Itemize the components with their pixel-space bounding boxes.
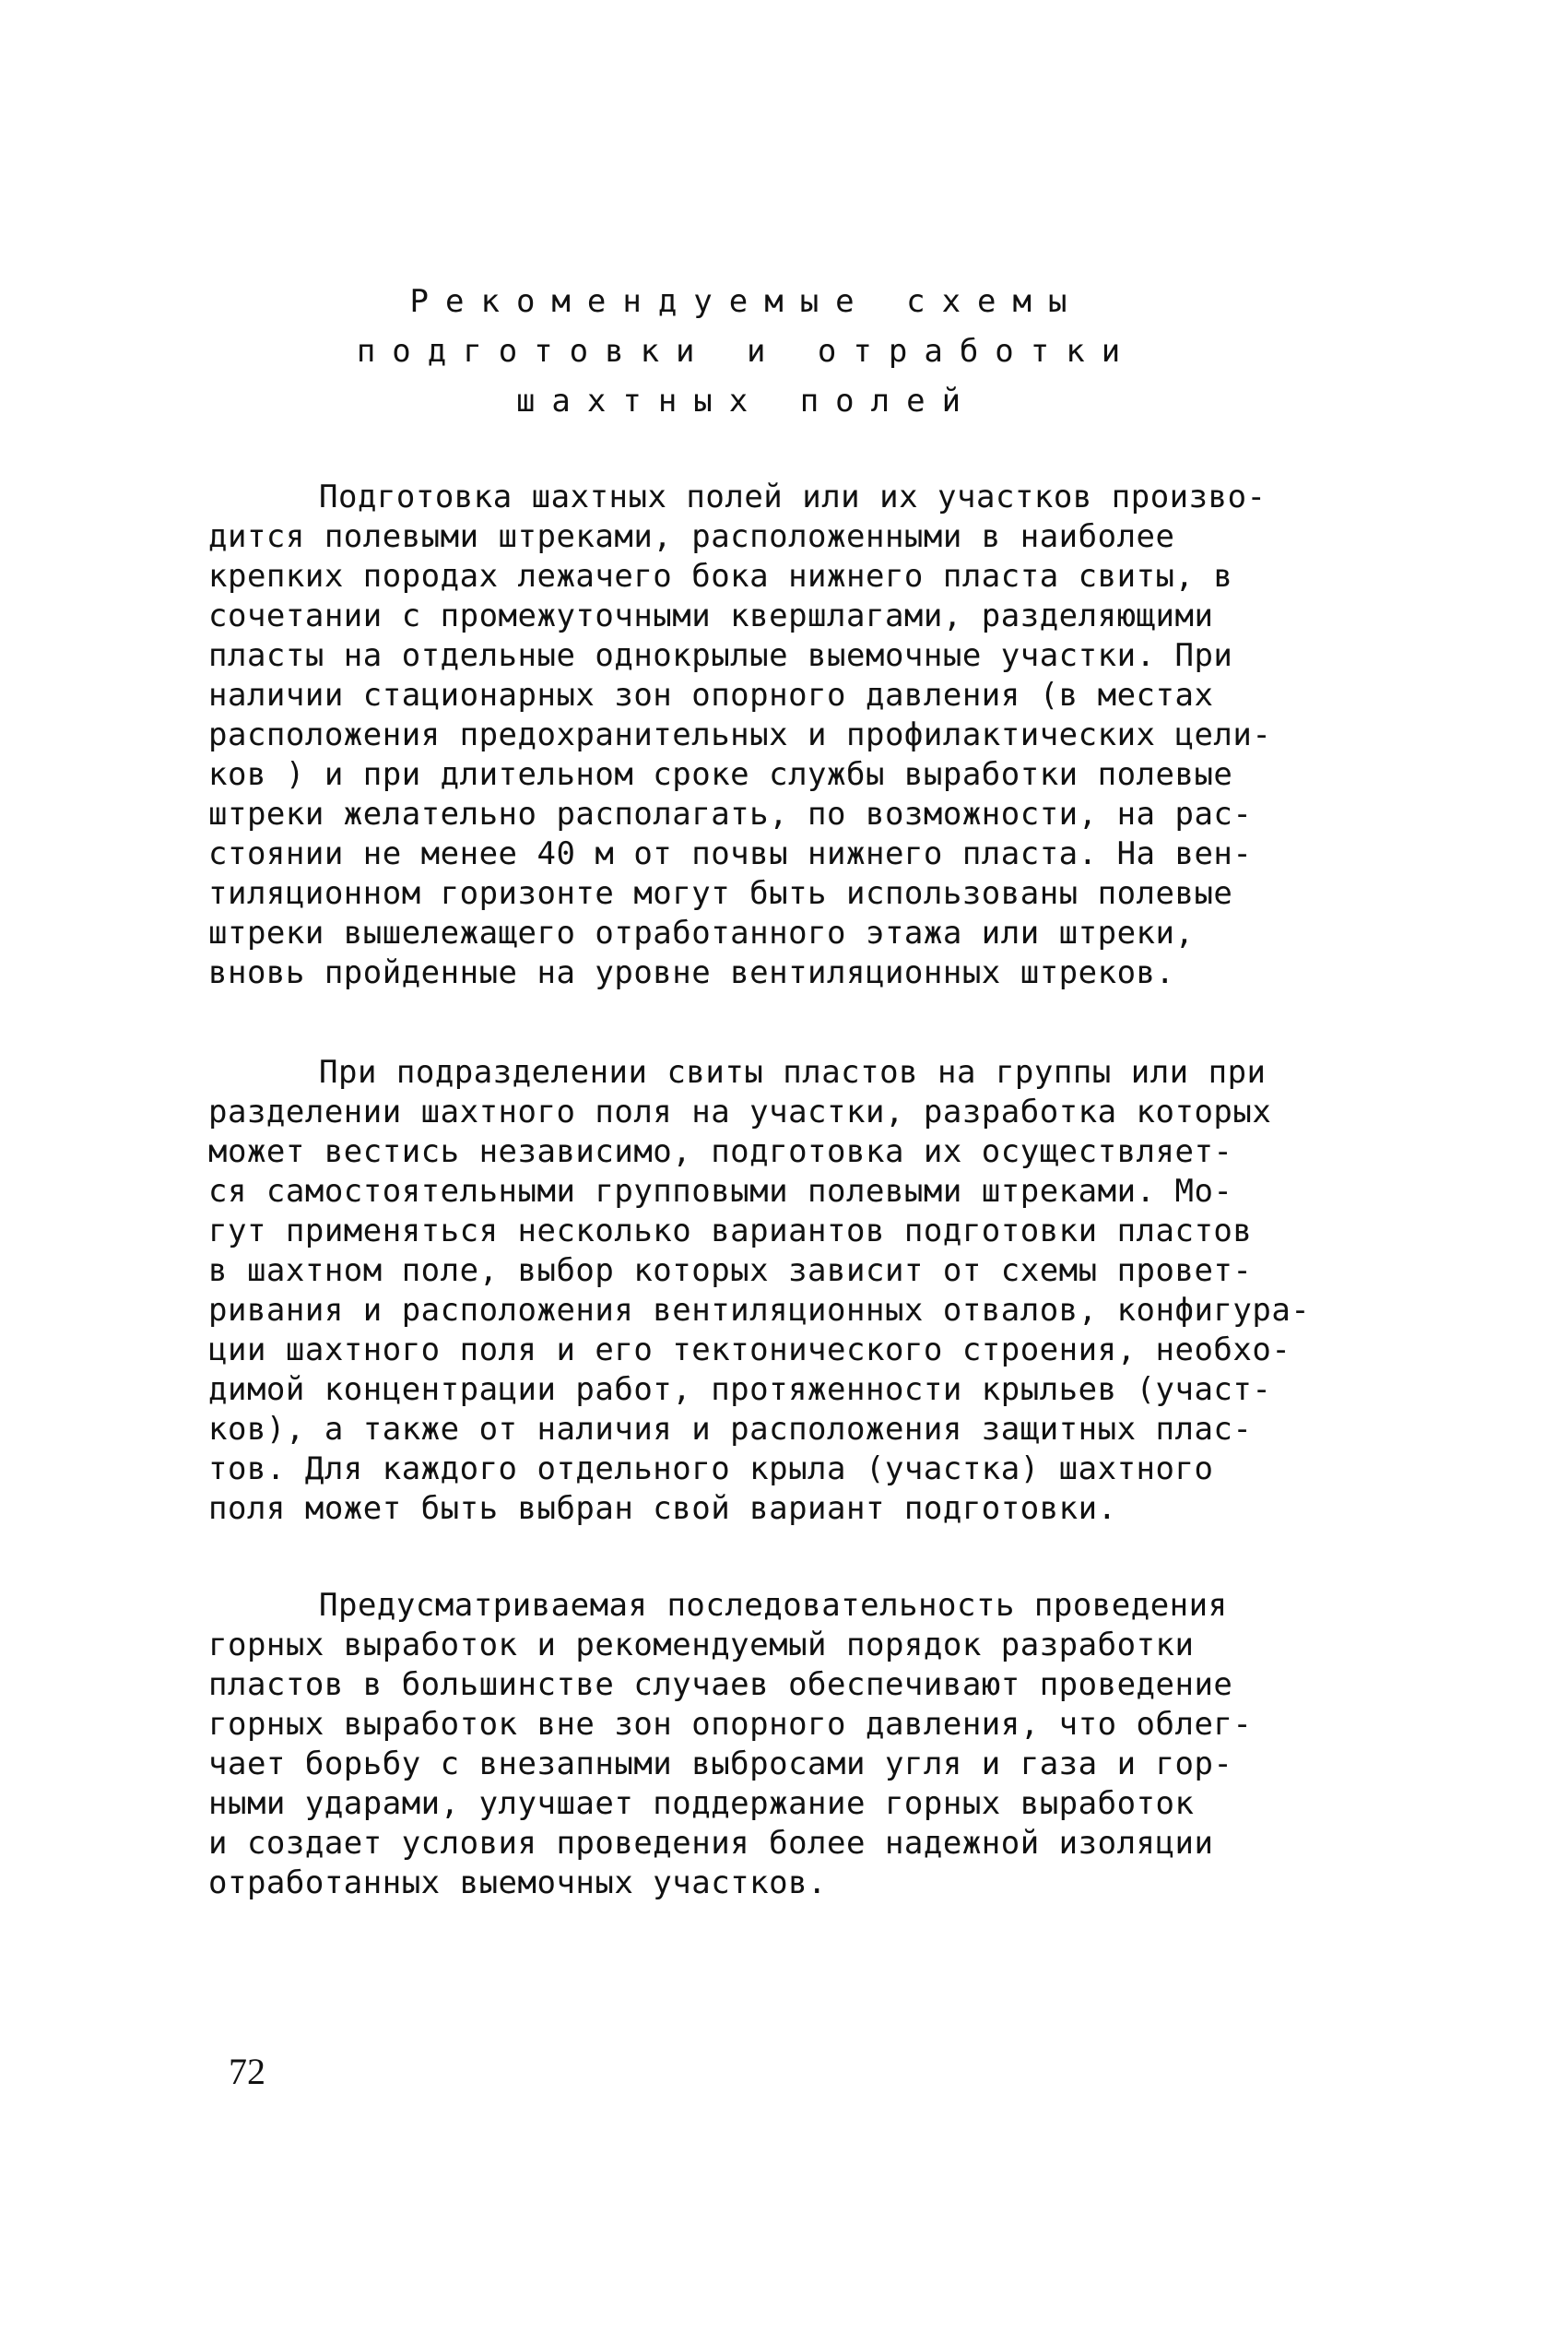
text-line: тиляционном горизонте могут быть использованы полевые: [208, 875, 1233, 912]
text-line: Предусматриваемая последовательность проведения: [319, 1587, 1228, 1624]
text-line: дится полевыми штреками, расположенными в наиболее: [208, 518, 1175, 555]
text-line: гут применяться несколько вариантов подготовки пластов: [208, 1213, 1253, 1249]
text-line: отработанных выемочных участков.: [208, 1864, 828, 1901]
text-line: сочетании с промежуточными квершлагами, разделяющими: [208, 598, 1214, 634]
text-line: стоянии не менее 40 м от почвы нижнего пласта. На вен-: [208, 835, 1253, 872]
text-line: крепких породах лежачего бока нижнего пласта свиты, в: [208, 558, 1233, 595]
text-line: разделении шахтного поля на участки, разработка которых: [208, 1094, 1272, 1130]
text-line: пластов в большинстве случаев обеспечивают проведение: [208, 1666, 1233, 1703]
text-line: поля может быть выбран свой вариант подготовки.: [208, 1490, 1117, 1527]
text-line: При подразделении свиты пластов на группы или при: [319, 1054, 1267, 1091]
text-line: ков), а также от наличия и расположения защитных плас-: [208, 1411, 1253, 1448]
heading-line: Рекомендуемые схемы: [409, 283, 1084, 320]
text-line: ными ударами, улучшает поддержание горных выработок: [208, 1785, 1195, 1822]
text-line: наличии стационарных зон опорного давления (в местах: [208, 677, 1214, 714]
text-line: Подготовка шахтных полей или их участков произво-: [319, 479, 1267, 515]
text-line: ся самостоятельными групповыми полевыми штреками. Мо-: [208, 1173, 1233, 1210]
text-line: чает борьбу с внезапными выбросами угля и газа и гор-: [208, 1745, 1233, 1782]
paragraph-3: [208, 1586, 1407, 1903]
text-line: ции шахтного поля и его тектонического строения, необхо-: [208, 1331, 1291, 1368]
text-line: димой концентрации работ, протяженности крыльев (участ-: [208, 1371, 1272, 1408]
text-line: штреки вышележащего отработанного этажа или штреки,: [208, 915, 1195, 952]
text-line: горных выработок вне зон опорного давления, что облег-: [208, 1706, 1253, 1743]
section-heading: [212, 277, 1281, 426]
heading-line: шахтных полей: [515, 383, 978, 420]
paragraph-2: [208, 1053, 1407, 1529]
text-line: вновь пройденные на уровне вентиляционных штреков.: [208, 954, 1175, 991]
text-line: и создает условия проведения более надежной изоляции: [208, 1825, 1214, 1862]
text-line: пласты на отдельные однокрылые выемочные участки. При: [208, 637, 1233, 674]
text-line: расположения предохранительных и профилактических цели-: [208, 716, 1272, 753]
heading-line: подготовки и отработки: [356, 333, 1138, 370]
text-line: ривания и расположения вентиляционных отвалов, конфигура-: [208, 1292, 1311, 1329]
text-line: горных выработок и рекомендуемый порядок разработки: [208, 1627, 1195, 1663]
paragraph-1: [208, 478, 1407, 993]
text-line: тов. Для каждого отдельного крыла (участка) шахтного: [208, 1450, 1214, 1487]
text-line: штреки желательно располагать, по возможности, на рас-: [208, 796, 1253, 833]
text-line: в шахтном поле, выбор которых зависит от схемы провет-: [208, 1252, 1253, 1289]
text-line: ков ) и при длительном сроке службы выработки полевые: [208, 756, 1233, 793]
page-number: 72: [229, 2051, 265, 2092]
text-line: может вестись независимо, подготовка их осуществляет-: [208, 1133, 1233, 1170]
